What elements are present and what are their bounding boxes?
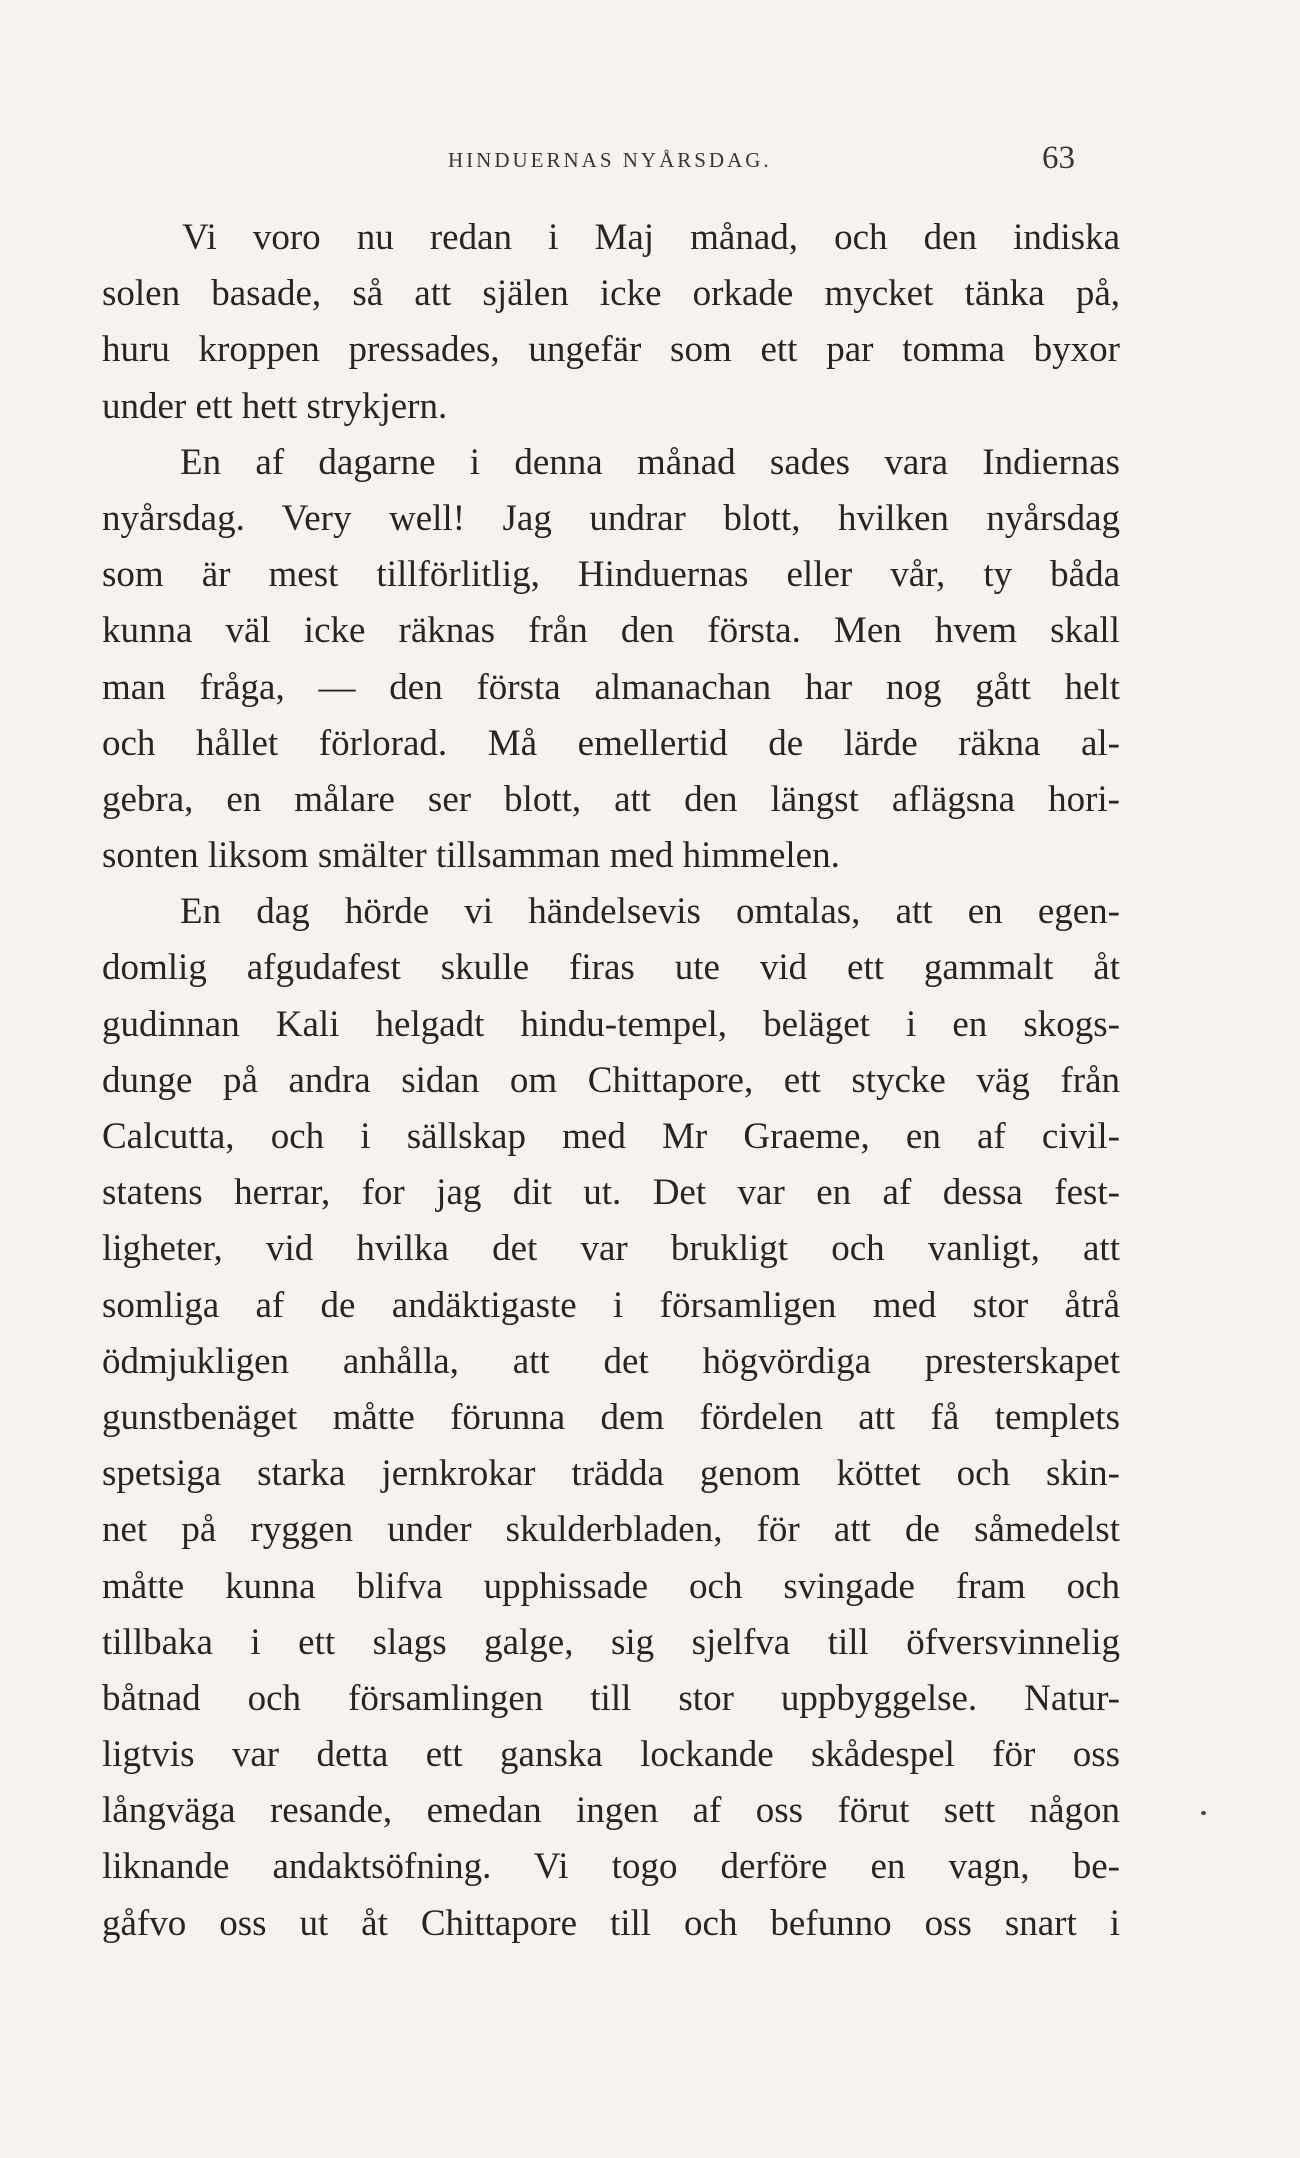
text-line: dunge på andra sidan om Chittapore, ett stycke väg från bbox=[102, 1059, 1120, 1101]
text-line: ödmjukligen anhålla, att det högvördiga presterskapet bbox=[102, 1340, 1120, 1382]
text-line: som är mest tillförlitlig, Hinduernas eller vår, ty båda bbox=[102, 554, 1120, 596]
text-line: gunstbenäget måtte förunna dem fördelen att få templets bbox=[102, 1396, 1120, 1438]
text-line: liknande andaktsöfning. Vi togo derföre en vagn, be- bbox=[102, 1846, 1120, 1888]
text-line: net på ryggen under skulderbladen, för att de såmedelst bbox=[102, 1509, 1120, 1551]
text-line: långväga resande, emedan ingen af oss förut sett någon bbox=[102, 1790, 1120, 1832]
text-line: gebra, en målare ser blott, att den längst aflägsna hori- bbox=[102, 778, 1120, 820]
text-line: nyårsdag. Very well! Jag undrar blott, hvilken nyårsdag bbox=[102, 497, 1120, 539]
text-line: Calcutta, och i sällskap med Mr Graeme, en af civil- bbox=[102, 1116, 1120, 1157]
text-line: måtte kunna blifva upphissade och svingade fram och bbox=[102, 1565, 1120, 1607]
body-text bbox=[102, 210, 1120, 1952]
text-line: En af dagarne i denna månad sades vara Indiernas bbox=[180, 441, 1120, 483]
text-line: kunna väl icke räknas från den första. Men hvem skall bbox=[102, 610, 1120, 652]
text-line: domlig afgudafest skulle firas ute vid ett gammalt åt bbox=[102, 947, 1120, 989]
text-line: tillbaka i ett slags galge, sig sjelfva till öfversvinnelig bbox=[102, 1621, 1120, 1663]
text-line: huru kroppen pressades, ungefär som ett par tomma byxor bbox=[102, 329, 1120, 371]
text-line: man fråga, — den första almanachan har nog gått helt bbox=[102, 666, 1120, 708]
text-line: sonten liksom smälter tillsamman med himmelen. bbox=[102, 835, 840, 877]
text-line: solen basade, så att själen icke orkade mycket tänka på, bbox=[102, 273, 1120, 315]
running-title: HINDUERNAS NYÅRSDAG. bbox=[448, 148, 772, 172]
text-line: somliga af de andäktigaste i församligen med stor åtrå bbox=[102, 1284, 1120, 1326]
text-line: och hållet förlorad. Må emellertid de lärde räkna al- bbox=[102, 722, 1120, 764]
text-line: ligheter, vid hvilka det var brukligt och vanligt, att bbox=[102, 1228, 1120, 1270]
text-line: gåfvo oss ut åt Chittapore till och befunno oss snart i bbox=[102, 1902, 1120, 1944]
text-line: Vi voro nu redan i Maj månad, och den indiska bbox=[182, 217, 1120, 258]
page-number: 63 bbox=[1042, 140, 1075, 176]
text-line: båtnad och församlingen till stor uppbyggelse. Natur- bbox=[102, 1677, 1120, 1719]
text-line: En dag hörde vi händelsevis omtalas, att en egen- bbox=[180, 891, 1120, 933]
text-line: statens herrar, for jag dit ut. Det var en af dessa fest- bbox=[102, 1172, 1120, 1214]
text-line: under ett hett strykjern. bbox=[102, 385, 448, 427]
ink-speck bbox=[1201, 1811, 1206, 1815]
text-line: spetsiga starka jernkrokar trädda genom köttet och skin- bbox=[102, 1453, 1120, 1495]
running-head bbox=[0, 142, 1300, 182]
text-line: gudinnan Kali helgadt hindu-tempel, beläget i en skogs- bbox=[102, 1003, 1120, 1045]
text-line: ligtvis var detta ett ganska lockande skådespel för oss bbox=[102, 1734, 1120, 1776]
